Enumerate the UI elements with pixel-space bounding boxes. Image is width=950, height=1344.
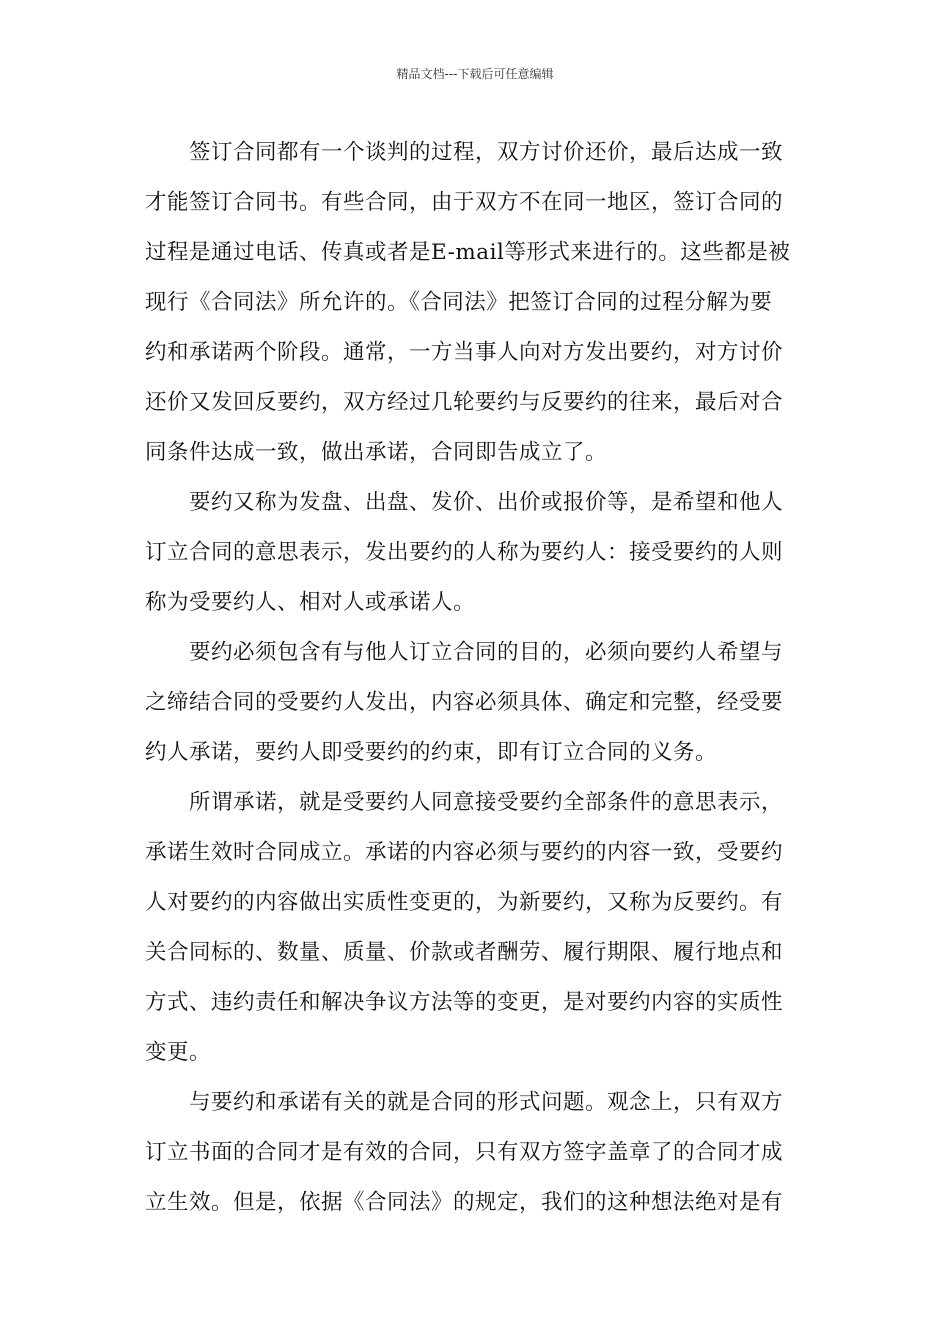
text-line: 之缔结合同的受要约人发出，内容必须具体、确定和完整，经受要 <box>145 690 784 715</box>
text-line: 方式、违约责任和解决争议方法等的变更，是对要约内容的实质性 <box>145 990 784 1015</box>
text-line: 签订合同都有一个谈判的过程，双方讨价还价，最后达成一致 <box>189 140 784 165</box>
paragraph-1 <box>145 128 805 478</box>
paragraph-5 <box>145 1078 805 1228</box>
text-line: 同条件达成一致，做出承诺，合同即告成立了。 <box>145 440 608 465</box>
text-line: 约人承诺，要约人即受要约的约束，即有订立合同的义务。 <box>145 740 718 765</box>
text-line: 与要约和承诺有关的就是合同的形式问题。观念上，只有双方 <box>189 1090 784 1115</box>
text-line: 还价又发回反要约，双方经过几轮要约与反要约的往来，最后对合 <box>145 390 784 415</box>
text-line: 称为受要约人、相对人或承诺人。 <box>145 590 476 615</box>
page-header: 精品文档---下载后可任意编辑 <box>396 67 554 81</box>
paragraph-2 <box>145 478 805 628</box>
text-line: 要约必须包含有与他人订立合同的目的，必须向要约人希望与 <box>189 640 784 665</box>
text-line: 立生效。但是，依据《合同法》的规定，我们的这种想法绝对是有 <box>145 1190 784 1215</box>
text-line: 过程是通过电话、传真或者是E-mail等形式来进行的。这些都是被 <box>145 240 791 265</box>
text-line: 才能签订合同书。有些合同，由于双方不在同一地区，签订合同的 <box>145 190 784 215</box>
text-line: 变更。 <box>145 1040 212 1065</box>
text-line: 所谓承诺，就是受要约人同意接受要约全部条件的意思表示， <box>189 790 784 815</box>
text-line: 订立书面的合同才是有效的合同，只有双方签字盖章了的合同才成 <box>145 1140 784 1165</box>
text-line: 承诺生效时合同成立。承诺的内容必须与要约的内容一致，受要约 <box>145 840 784 865</box>
text-line: 现行《合同法》所允许的。《合同法》把签订合同的过程分解为要 <box>145 290 773 315</box>
document-body <box>145 128 805 1228</box>
text-line: 订立合同的意思表示，发出要约的人称为要约人：接受要约的人则 <box>145 540 784 565</box>
paragraph-4 <box>145 778 805 1078</box>
text-line: 约和承诺两个阶段。通常，一方当事人向对方发出要约，对方讨价 <box>145 340 784 365</box>
paragraph-3 <box>145 628 805 778</box>
text-line: 要约又称为发盘、出盘、发价、出价或报价等，是希望和他人 <box>189 490 784 515</box>
text-line: 人对要约的内容做出实质性变更的，为新要约，又称为反要约。有 <box>145 890 784 915</box>
text-line: 关合同标的、数量、质量、价款或者酬劳、履行期限、履行地点和 <box>145 940 784 965</box>
